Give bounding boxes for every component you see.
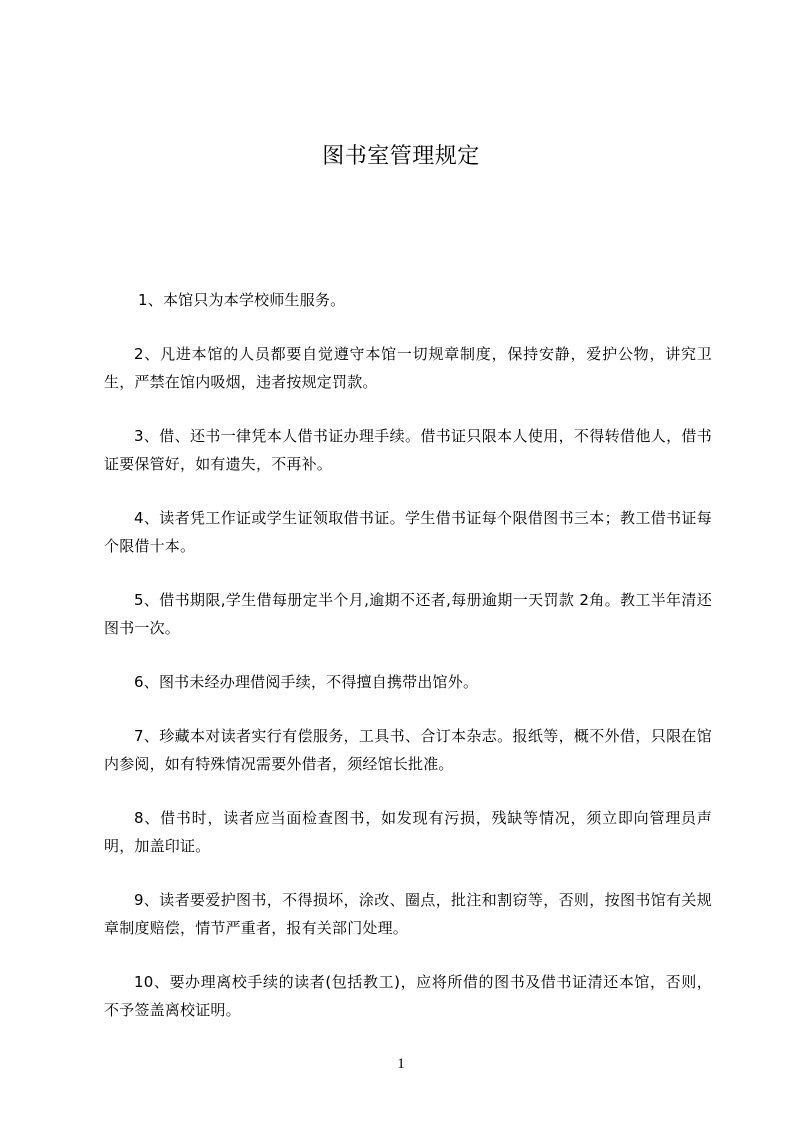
rule-item-1: 1、本馆只为本学校师生服务。 bbox=[138, 291, 346, 309]
rule-item-9: 9、读者要爱护图书，不得损坏，涂改、圈点，批注和割窃等，否则，按图书馆有关规章制度赔偿，情节严重者，报有关部门处理。 bbox=[104, 891, 712, 937]
rules-list bbox=[104, 286, 712, 1050]
rule-item-10: 10、要办理离校手续的读者(包括教工)，应将所借的图书及借书证清还本馆，否则，不予签盖离校证明。 bbox=[104, 973, 712, 1019]
rule-item-6: 6、图书未经办理借阅手续，不得擅自携带出馆外。 bbox=[134, 673, 479, 691]
rule-item-8: 8、借书时，读者应当面检查图书，如发现有污损，残缺等情况，须立即向管理员声明，加盖印证。 bbox=[104, 809, 712, 855]
rule-item-4: 4、读者凭工作证或学生证领取借书证。学生借书证每个限借图书三本；教工借书证每个限借十本。 bbox=[104, 509, 712, 555]
page-number: 1 bbox=[397, 1056, 405, 1072]
rule-item-2: 2、凡进本馆的人员都要自觉遵守本馆一切规章制度，保持安静，爱护公物，讲究卫生，严禁在馆内吸烟，违者按规定罚款。 bbox=[104, 345, 712, 391]
rule-item-7: 7、珍藏本对读者实行有偿服务，工具书、合订本杂志。报纸等，概不外借，只限在馆内参阅，如有特殊情况需要外借者，须经馆长批准。 bbox=[104, 727, 712, 773]
rule-item-3: 3、借、还书一律凭本人借书证办理手续。借书证只限本人使用，不得转借他人，借书证要保管好，如有遗失，不再补。 bbox=[104, 427, 712, 473]
rule-item-5: 5、借书期限,学生借每册定半个月,逾期不还者,每册逾期一天罚款 2角。教工半年清还图书一次。 bbox=[104, 591, 712, 637]
document-title: 图书室管理规定 bbox=[322, 144, 480, 169]
